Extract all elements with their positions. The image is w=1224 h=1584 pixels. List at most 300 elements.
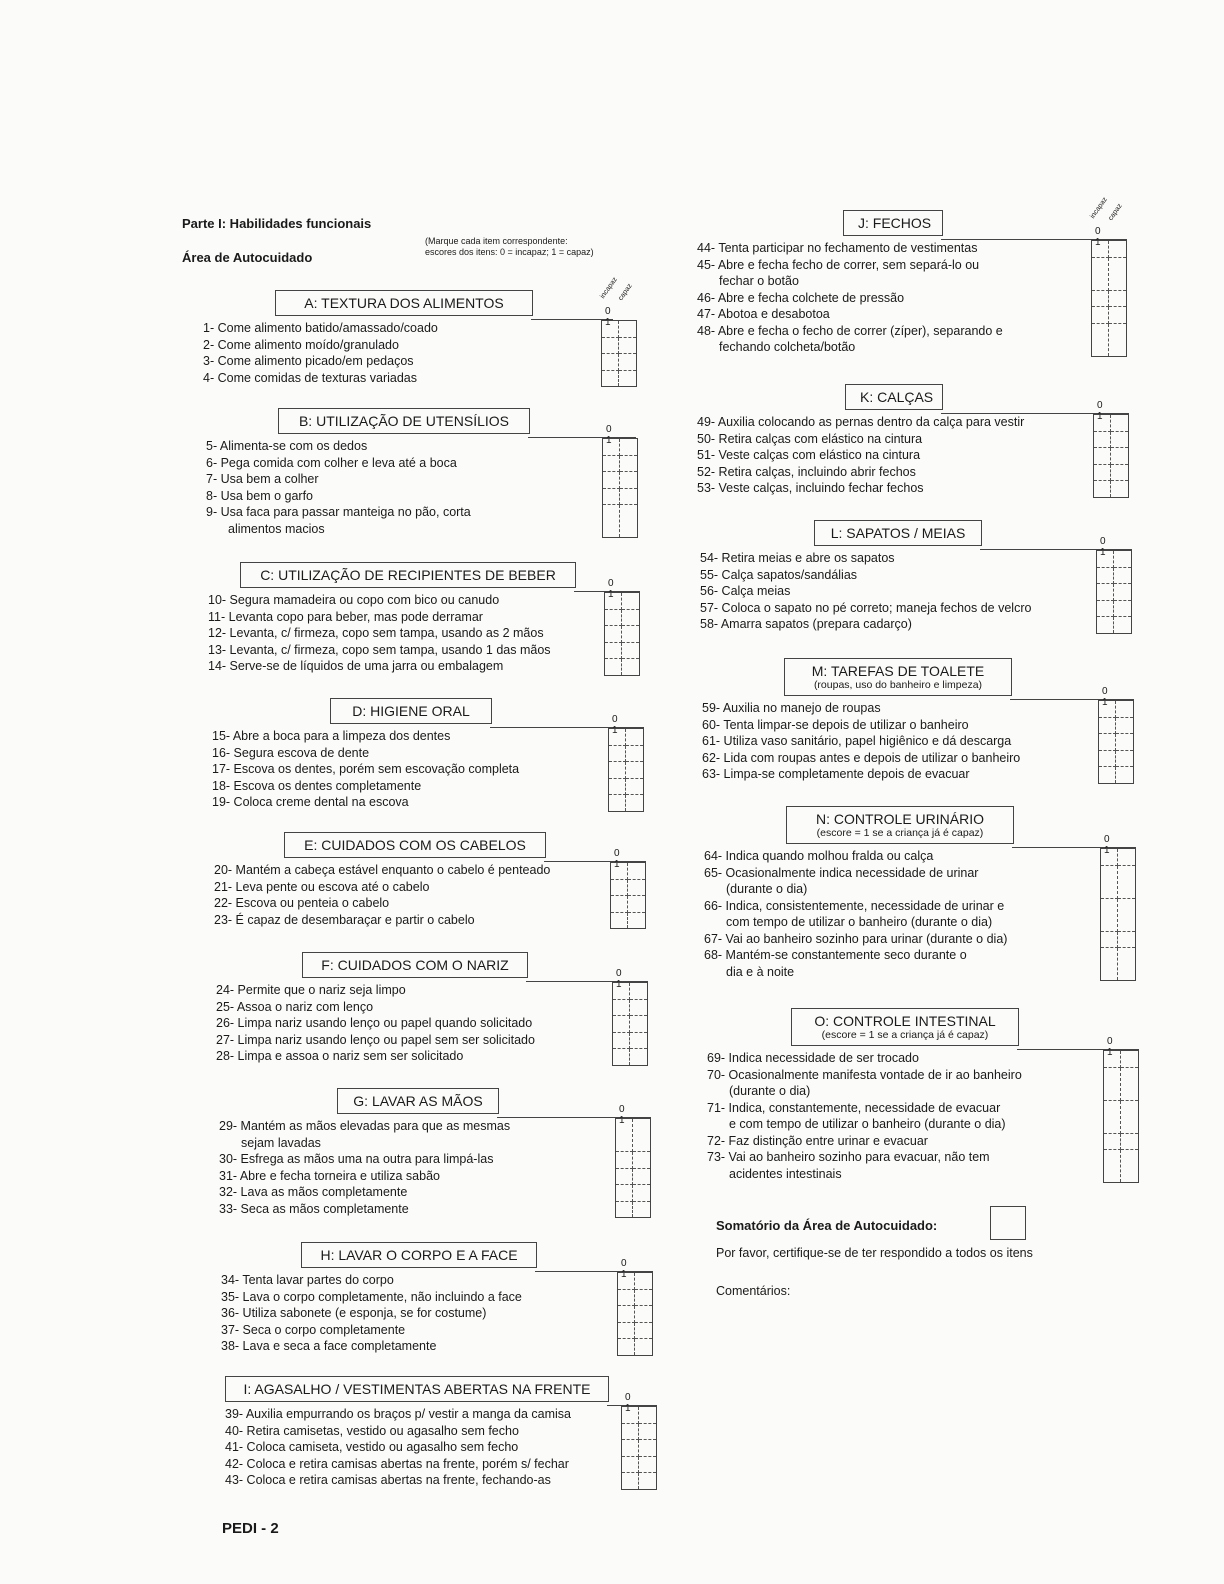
- item-row: [206, 455, 471, 472]
- score-checkbox-1[interactable]: [1114, 584, 1131, 601]
- score-column-numbers: 0 1: [605, 306, 617, 328]
- score-checkbox-1[interactable]: [639, 1457, 656, 1474]
- score-grid: [621, 1406, 657, 1490]
- score-checkbox-0[interactable]: [618, 1273, 635, 1290]
- section-title: [225, 1376, 609, 1402]
- score-checkbox-0[interactable]: [1101, 849, 1118, 866]
- score-checkbox-0[interactable]: [616, 1152, 633, 1169]
- score-checkbox-1[interactable]: [1114, 601, 1131, 618]
- score-checkbox-0[interactable]: [1099, 718, 1116, 735]
- score-checkbox-1[interactable]: [626, 795, 643, 811]
- sum-input-box[interactable]: [990, 1206, 1026, 1240]
- score-checkbox-1[interactable]: [1118, 948, 1135, 980]
- score-grid: [1096, 550, 1132, 634]
- section-j: [697, 196, 1124, 356]
- item-row: [203, 337, 438, 354]
- score-checkbox-0[interactable]: [613, 1049, 630, 1065]
- score-checkbox-0[interactable]: [1101, 948, 1118, 980]
- item-row: [697, 257, 1003, 290]
- item-row: [203, 370, 438, 387]
- item-text: 36- Utiliza sabonete (e esponja, se for costume): [221, 1306, 487, 1320]
- score-checkbox-0[interactable]: [616, 1119, 633, 1152]
- score-checkbox-1[interactable]: [1118, 932, 1135, 949]
- item-text: 38- Lava e seca a face completamente: [221, 1339, 437, 1353]
- score-checkbox-0[interactable]: [609, 729, 626, 746]
- section-title: [330, 698, 492, 724]
- item-text: 46- Abre e fecha colchete de pressão: [697, 290, 905, 305]
- item-text: 18- Escova os dentes completamente: [212, 778, 422, 793]
- section-title-text: B: UTILIZAÇÃO DE UTENSÍLIOS: [298, 413, 510, 429]
- item-row: [208, 609, 551, 626]
- item-list: [203, 320, 438, 386]
- item-row: [697, 240, 1003, 257]
- item-text: 68- Mantém-se constantemente seco durante o: [704, 948, 967, 962]
- score-checkbox-1[interactable]: [620, 489, 637, 506]
- item-text: 59- Auxilia no manejo de roupas: [702, 701, 881, 715]
- score-checkbox-0[interactable]: [1104, 1051, 1121, 1068]
- item-text: 33- Seca as mãos completamente: [219, 1201, 409, 1216]
- score-checkbox-0[interactable]: [1094, 448, 1111, 465]
- item-row: [707, 1133, 1022, 1150]
- score-checkbox-1[interactable]: [635, 1306, 652, 1323]
- item-text: 11- Levanta copo para beber, mas pode derramar: [208, 609, 483, 624]
- score-checkbox-0[interactable]: [605, 659, 622, 675]
- item-list: [700, 550, 1031, 633]
- score-grid: [608, 728, 644, 812]
- score-checkbox-0[interactable]: [1099, 767, 1116, 783]
- section-title: [302, 952, 528, 978]
- item-text-continued: (durante o dia): [729, 1084, 811, 1098]
- score-checkbox-1[interactable]: [633, 1202, 650, 1218]
- item-text: 69- Indica necessidade de ser trocado: [707, 1051, 919, 1065]
- score-checkbox-0[interactable]: [1097, 551, 1114, 568]
- score-checkbox-1[interactable]: [1111, 432, 1128, 449]
- score-checkbox-0[interactable]: [1092, 307, 1109, 324]
- item-row: [697, 431, 1024, 448]
- score-checkbox-0[interactable]: [611, 863, 628, 880]
- score-grid: [601, 320, 637, 387]
- score-checkbox-0[interactable]: [609, 779, 626, 796]
- score-checkbox-1[interactable]: [619, 354, 636, 371]
- score-checkbox-1[interactable]: [630, 983, 647, 1000]
- score-checkbox-1[interactable]: [622, 643, 639, 660]
- item-row: [702, 717, 1020, 734]
- score-checkbox-0[interactable]: [1097, 584, 1114, 601]
- score-grid: [1103, 1050, 1139, 1183]
- area-title: Área de Autocuidado: [182, 250, 313, 265]
- score-checkbox-0[interactable]: [616, 1202, 633, 1218]
- score-checkbox-0[interactable]: [618, 1323, 635, 1340]
- score-checkbox-1[interactable]: [1118, 866, 1135, 899]
- score-checkbox-0[interactable]: [1094, 465, 1111, 482]
- item-list: [697, 414, 1024, 497]
- item-text: 56- Calça meias: [700, 584, 791, 598]
- score-checkbox-0[interactable]: [609, 746, 626, 763]
- score-checkbox-1[interactable]: [635, 1323, 652, 1340]
- section-title-text: O: CONTROLE INTESTINAL: [814, 1013, 996, 1029]
- item-text: 62- Lida com roupas antes e depois de utilizar o banheiro: [702, 750, 1021, 765]
- score-checkbox-0[interactable]: [1104, 1101, 1121, 1134]
- item-row: [697, 290, 1003, 307]
- score-checkbox-1[interactable]: [1109, 258, 1126, 291]
- score-checkbox-1[interactable]: [1116, 734, 1133, 751]
- score-checkbox-1[interactable]: [639, 1424, 656, 1441]
- item-list: [697, 240, 1003, 356]
- score-checkbox-1[interactable]: [639, 1407, 656, 1424]
- score-checkbox-0[interactable]: [613, 1000, 630, 1017]
- score-checkbox-1[interactable]: [1121, 1068, 1138, 1101]
- score-grid: [615, 1118, 651, 1218]
- section-title-text: N: CONTROLE URINÁRIO: [815, 811, 984, 827]
- score-checkbox-0[interactable]: [603, 439, 620, 456]
- section-title: [278, 408, 530, 434]
- item-row: [707, 1100, 1022, 1133]
- score-checkbox-1[interactable]: [1111, 448, 1128, 465]
- section-b: [206, 408, 618, 537]
- score-checkbox-0[interactable]: [1099, 751, 1116, 768]
- score-checkbox-1[interactable]: [1109, 307, 1126, 324]
- score-checkbox-0[interactable]: [602, 371, 619, 387]
- item-row: [697, 464, 1024, 481]
- score-checkbox-0[interactable]: [616, 1169, 633, 1186]
- item-text: 53- Veste calças, incluindo fechar fechos: [697, 481, 924, 495]
- score-checkbox-1[interactable]: [1116, 751, 1133, 768]
- item-text: 50- Retira calças com elástico na cintura: [697, 431, 923, 446]
- item-row: [704, 865, 1007, 898]
- instructions-line-2: escores dos itens: 0 = incapaz; 1 = capaz): [425, 247, 594, 257]
- score-checkbox-0[interactable]: [1097, 617, 1114, 633]
- item-text: 3- Come alimento picado/em pedaços: [203, 354, 414, 368]
- item-row: [697, 306, 1003, 323]
- section-f: [216, 952, 628, 1065]
- item-row: [704, 947, 1007, 980]
- score-checkbox-0[interactable]: [1092, 241, 1109, 258]
- item-row: [702, 750, 1020, 767]
- score-checkbox-0[interactable]: [609, 762, 626, 779]
- scoring-instructions: [425, 236, 594, 258]
- score-checkbox-0[interactable]: [618, 1290, 635, 1307]
- score-checkbox-1[interactable]: [1116, 767, 1133, 783]
- score-checkbox-1[interactable]: [622, 659, 639, 675]
- score-checkbox-1[interactable]: [630, 1033, 647, 1050]
- section-title-text: K: CALÇAS: [860, 389, 934, 405]
- item-text: 21- Leva pente ou escova até o cabelo: [214, 879, 430, 894]
- item-row: [212, 778, 519, 795]
- section-e: [214, 832, 626, 928]
- score-checkbox-1[interactable]: [622, 593, 639, 610]
- score-checkbox-0[interactable]: [602, 354, 619, 371]
- score-checkbox-0[interactable]: [1097, 568, 1114, 585]
- item-row: [216, 999, 535, 1016]
- item-text: 35- Lava o corpo completamente, não incluindo a face: [221, 1289, 522, 1304]
- score-checkbox-0[interactable]: [605, 593, 622, 610]
- item-text: 51- Veste calças com elástico na cintura: [697, 448, 921, 462]
- item-text: 48- Abre e fecha o fecho de correr (zíper), separando e: [697, 323, 1003, 338]
- sum-label: Somatório da Área de Autocuidado:: [716, 1218, 938, 1233]
- item-text-continued: e com tempo de utilizar o banheiro (durante o dia): [729, 1117, 1006, 1131]
- item-row: [212, 728, 519, 745]
- item-text: 63- Limpa-se completamente depois de evacuar: [702, 767, 970, 781]
- item-text-continued: alimentos macios: [228, 521, 325, 536]
- score-checkbox-1[interactable]: [633, 1169, 650, 1186]
- score-grid: [612, 982, 648, 1066]
- score-checkbox-1[interactable]: [1111, 465, 1128, 482]
- score-column-numbers: 0 1: [625, 1392, 637, 1414]
- score-checkbox-0[interactable]: [622, 1424, 639, 1441]
- score-checkbox-1[interactable]: [1121, 1101, 1138, 1134]
- score-checkbox-0[interactable]: [602, 321, 619, 338]
- score-checkbox-1[interactable]: [628, 896, 645, 913]
- score-checkbox-1[interactable]: [1121, 1134, 1138, 1151]
- score-checkbox-1[interactable]: [626, 762, 643, 779]
- item-row: [707, 1149, 1022, 1182]
- item-row: [219, 1168, 510, 1185]
- section-title: [814, 520, 982, 546]
- item-text-continued: dia e à noite: [726, 964, 795, 979]
- item-row: [704, 931, 1007, 948]
- item-row: [702, 766, 1020, 783]
- score-checkbox-1[interactable]: [1114, 568, 1131, 585]
- score-checkbox-1[interactable]: [626, 746, 643, 763]
- item-text: 6- Pega comida com colher e leva até a boca: [206, 455, 457, 470]
- section-title-text: E: CUIDADOS COM OS CABELOS: [304, 837, 526, 853]
- score-checkbox-0[interactable]: [613, 1033, 630, 1050]
- item-row: [697, 480, 1024, 497]
- score-grid: [1098, 700, 1134, 784]
- score-checkbox-0[interactable]: [609, 795, 626, 811]
- section-title-text: G: LAVAR AS MÃOS: [353, 1093, 483, 1109]
- score-checkbox-0[interactable]: [613, 983, 630, 1000]
- score-checkbox-0[interactable]: [611, 880, 628, 897]
- score-checkbox-0[interactable]: [1104, 1150, 1121, 1182]
- item-text: 39- Auxilia empurrando os braços p/ vestir a manga da camisa: [225, 1407, 572, 1421]
- item-text: 29- Mantém as mãos elevadas para que as mesmas: [219, 1119, 511, 1133]
- col-label-incapaz: incapaz: [599, 276, 619, 300]
- score-checkbox-1[interactable]: [1109, 291, 1126, 308]
- score-checkbox-1[interactable]: [1109, 241, 1126, 258]
- item-row: [225, 1423, 571, 1440]
- score-checkbox-1[interactable]: [619, 371, 636, 387]
- item-list: [707, 1050, 1022, 1182]
- item-row: [700, 583, 1031, 600]
- item-row: [214, 862, 550, 879]
- score-checkbox-0[interactable]: [603, 472, 620, 489]
- item-text: 72- Faz distinção entre urinar e evacuar: [707, 1133, 928, 1148]
- score-checkbox-0[interactable]: [622, 1440, 639, 1457]
- score-checkbox-0[interactable]: [1092, 324, 1109, 356]
- score-checkbox-0[interactable]: [605, 643, 622, 660]
- item-row: [219, 1184, 510, 1201]
- score-checkbox-1[interactable]: [1116, 701, 1133, 718]
- score-checkbox-0[interactable]: [1094, 415, 1111, 432]
- score-checkbox-0[interactable]: [616, 1185, 633, 1202]
- item-row: [206, 504, 471, 537]
- score-checkbox-1[interactable]: [633, 1185, 650, 1202]
- section-title-text: M: TAREFAS DE TOALETE: [811, 663, 985, 679]
- item-row: [216, 1048, 535, 1065]
- score-checkbox-0[interactable]: [603, 489, 620, 506]
- score-checkbox-1[interactable]: [635, 1339, 652, 1355]
- score-checkbox-0[interactable]: [618, 1306, 635, 1323]
- item-row: [221, 1289, 522, 1306]
- item-text: 30- Esfrega as mãos uma na outra para limpá-las: [219, 1152, 494, 1166]
- score-checkbox-0[interactable]: [605, 610, 622, 627]
- score-checkbox-1[interactable]: [633, 1152, 650, 1169]
- score-checkbox-1[interactable]: [626, 729, 643, 746]
- item-text-continued: fechando colcheta/botão: [719, 340, 856, 354]
- section-title-text: I: AGASALHO / VESTIMENTAS ABERTAS NA FRENTE: [243, 1381, 591, 1397]
- score-checkbox-0[interactable]: [1094, 432, 1111, 449]
- item-text: 37- Seca o corpo completamente: [221, 1322, 406, 1337]
- item-row: [697, 447, 1024, 464]
- item-list: [704, 848, 1007, 980]
- item-text: 24- Permite que o nariz seja limpo: [216, 983, 406, 997]
- score-checkbox-1[interactable]: [1118, 899, 1135, 932]
- score-checkbox-1[interactable]: [628, 913, 645, 929]
- item-row: [704, 848, 1007, 865]
- score-checkbox-0[interactable]: [622, 1473, 639, 1489]
- item-list: [219, 1118, 510, 1217]
- item-text: 61- Utiliza vaso sanitário, papel higiênico e dá descarga: [702, 734, 1012, 748]
- score-checkbox-1[interactable]: [1116, 718, 1133, 735]
- item-text: 45- Abre e fecha fecho de correr, sem separá-lo ou: [697, 257, 980, 272]
- item-text: 58- Amarra sapatos (prepara cadarço): [700, 617, 912, 631]
- score-checkbox-0[interactable]: [602, 338, 619, 355]
- score-checkbox-1[interactable]: [639, 1440, 656, 1457]
- section-title: [337, 1088, 499, 1114]
- section-title-text: L: SAPATOS / MEIAS: [830, 525, 966, 541]
- score-checkbox-0[interactable]: [605, 626, 622, 643]
- item-text: 43- Coloca e retira camisas abertas na frente, fechando-as: [225, 1473, 551, 1487]
- score-checkbox-0[interactable]: [613, 1016, 630, 1033]
- score-checkbox-0[interactable]: [611, 913, 628, 929]
- item-text: 66- Indica, consistentemente, necessidade de urinar e: [704, 898, 1005, 913]
- score-grid: [610, 862, 646, 929]
- score-grid: [1093, 414, 1129, 498]
- section-title: [845, 384, 943, 410]
- score-checkbox-0[interactable]: [1104, 1068, 1121, 1101]
- score-checkbox-1[interactable]: [1121, 1051, 1138, 1068]
- item-row: [203, 353, 438, 370]
- section-i: [225, 1376, 637, 1489]
- section-g: [219, 1088, 631, 1217]
- score-checkbox-0[interactable]: [1097, 601, 1114, 618]
- item-text: 5- Alimenta-se com os dedos: [206, 439, 368, 453]
- section-subtitle: (roupas, uso do banheiro e limpeza): [813, 679, 983, 691]
- score-checkbox-0[interactable]: [1104, 1134, 1121, 1151]
- score-checkbox-0[interactable]: [1101, 866, 1118, 899]
- section-title: [240, 562, 576, 588]
- score-checkbox-1[interactable]: [635, 1273, 652, 1290]
- score-checkbox-0[interactable]: [622, 1407, 639, 1424]
- item-row: [203, 320, 438, 337]
- score-checkbox-1[interactable]: [630, 1016, 647, 1033]
- item-row: [219, 1118, 510, 1151]
- item-row: [225, 1472, 571, 1489]
- item-text: 16- Segura escova de dente: [212, 745, 370, 760]
- item-row: [221, 1338, 522, 1355]
- item-text: 44- Tenta participar no fechamento de vestimentas: [697, 241, 978, 255]
- score-column-numbers: 0 1: [612, 714, 624, 736]
- score-column-numbers: 0 1: [1097, 400, 1109, 422]
- score-checkbox-1[interactable]: [628, 863, 645, 880]
- section-title: [791, 1008, 1019, 1046]
- score-column-numbers: 0 1: [621, 1258, 633, 1280]
- section-title-text: F: CUIDADOS COM O NARIZ: [321, 957, 509, 973]
- score-checkbox-0[interactable]: [1092, 291, 1109, 308]
- item-text-continued: fechar o botão: [719, 274, 799, 288]
- score-checkbox-1[interactable]: [628, 880, 645, 897]
- score-checkbox-1[interactable]: [622, 610, 639, 627]
- section-n: [704, 806, 1116, 980]
- item-row: [221, 1272, 522, 1289]
- score-checkbox-1[interactable]: [620, 505, 637, 537]
- score-checkbox-1[interactable]: [1114, 617, 1131, 633]
- item-row: [206, 488, 471, 505]
- score-checkbox-1[interactable]: [633, 1119, 650, 1152]
- score-checkbox-1[interactable]: [1118, 849, 1135, 866]
- item-list: [208, 592, 551, 675]
- item-list: [225, 1406, 571, 1489]
- item-row: [214, 895, 550, 912]
- score-checkbox-0[interactable]: [622, 1457, 639, 1474]
- comments-label: Comentários:: [716, 1284, 791, 1298]
- score-checkbox-1[interactable]: [620, 472, 637, 489]
- score-column-numbers: 0 1: [1104, 834, 1116, 856]
- score-checkbox-1[interactable]: [626, 779, 643, 796]
- score-checkbox-0[interactable]: [1092, 258, 1109, 291]
- item-row: [212, 761, 519, 778]
- score-checkbox-1[interactable]: [619, 321, 636, 338]
- score-checkbox-0[interactable]: [603, 456, 620, 473]
- score-checkbox-0[interactable]: [1099, 734, 1116, 751]
- score-checkbox-1[interactable]: [630, 1049, 647, 1065]
- item-text: 55- Calça sapatos/sandálias: [700, 567, 858, 582]
- score-checkbox-0[interactable]: [603, 505, 620, 537]
- score-checkbox-0[interactable]: [1099, 701, 1116, 718]
- item-text: 19- Coloca creme dental na escova: [212, 795, 409, 809]
- item-row: [700, 550, 1031, 567]
- score-checkbox-1[interactable]: [622, 626, 639, 643]
- score-checkbox-0[interactable]: [1101, 899, 1118, 932]
- score-checkbox-0[interactable]: [1101, 932, 1118, 949]
- score-checkbox-1[interactable]: [635, 1290, 652, 1307]
- score-checkbox-1[interactable]: [620, 439, 637, 456]
- score-checkbox-0[interactable]: [618, 1339, 635, 1355]
- item-row: [700, 600, 1031, 617]
- score-grid: [604, 592, 640, 676]
- score-checkbox-1[interactable]: [1121, 1150, 1138, 1182]
- item-text: 1- Come alimento batido/amassado/coado: [203, 321, 438, 335]
- score-checkbox-1[interactable]: [1109, 324, 1126, 356]
- score-checkbox-1[interactable]: [619, 338, 636, 355]
- score-checkbox-1[interactable]: [620, 456, 637, 473]
- item-text-continued: (durante o dia): [726, 882, 808, 896]
- item-text: 67- Vai ao banheiro sozinho para urinar (durante o dia): [704, 931, 1008, 946]
- score-checkbox-1[interactable]: [639, 1473, 656, 1489]
- score-checkbox-0[interactable]: [1094, 481, 1111, 497]
- item-row: [702, 700, 1020, 717]
- section-c: [208, 562, 620, 675]
- score-checkbox-0[interactable]: [611, 896, 628, 913]
- score-checkbox-1[interactable]: [1111, 481, 1128, 497]
- score-checkbox-1[interactable]: [1114, 551, 1131, 568]
- score-grid: [602, 438, 638, 538]
- section-o: [707, 1008, 1119, 1182]
- score-checkbox-1[interactable]: [630, 1000, 647, 1017]
- score-checkbox-1[interactable]: [1111, 415, 1128, 432]
- item-text: 22- Escova ou penteia o cabelo: [214, 896, 390, 910]
